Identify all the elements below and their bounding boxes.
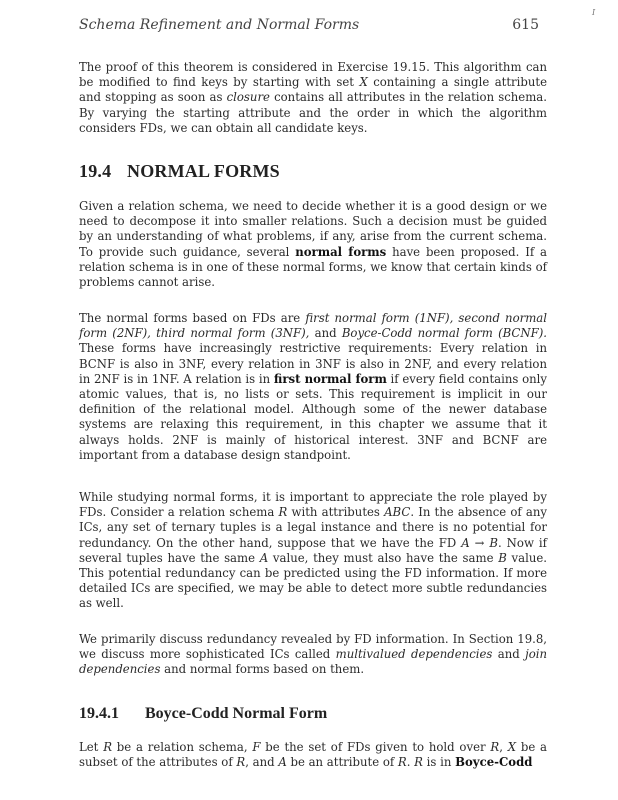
paragraph-proof: The proof of this theorem is considered in Exercise 19.15. This algorithm can be modified to find keys by starting with set X containing a single attribute and stopping as soon as closure contains all attributes in the relation schema. By varying the starting attribute and the order in which the algorithm considers FDs, we can obtain all candidate keys. — [79, 60, 548, 135]
paragraph-intro: Given a relation schema, we need to decide whether it is a good design or we need to decompose it into smaller relations. Such a decision must be guided by an understanding of what problems, if any, arise from the current schema. To provide such guidance, several normal forms have been proposed. If a relation schema is in one of these normal forms, we know that certain kinds of problems cannot arise. — [79, 199, 548, 290]
paragraph-primarily: We primarily discuss redundancy revealed by FD information. In Section 19.8, we discuss more sophisticated ICs called multivalued dependencies and join dependencies and normal forms based on them. — [79, 632, 548, 677]
paragraph-normal-forms: The normal forms based on FDs are first normal form (1NF), second normal form (2NF), third normal form (3NF), and Boyce-Codd normal form (BCNF). These forms have increasingly restrictive requirements: Every relation in BCNF is also in 3NF, every relation in 3NF is also in 2NF, and every relation in 2NF is in 1NF. A relation is in first normal form if every field contains only atomic values, that is, no lists or sets. This requirement is implicit in our definition of the relational model. Although some of the newer database systems are relaxing this requirement, in this chapter we assume that it always holds. 2NF is mainly of historical interest. 3NF and BCNF are important from a database design standpoint. — [79, 311, 548, 462]
section-heading: 19.4 NORMAL FORMS — [79, 161, 280, 181]
paragraph-bcnf: Let R be a relation schema, F be the set of FDs given to hold over R, X be a subset of the attributes of R, and A be an attribute of R. R is in Boyce-Codd — [79, 740, 548, 770]
running-head — [79, 17, 539, 37]
paragraph-redundancy: While studying normal forms, it is important to appreciate the role played by FDs. Consider a relation schema R with attributes ABC. In the absence of any ICs, any set of ternary tuples is a legal instance and there is no potential for redundancy. On the other hand, suppose that we have the FD A → B. Now if several tuples have the same A value, they must also have the same B value. This potential redundancy can be predicted using the FD information. If more detailed ICs are specified, we may be able to detect more subtle redundancies as well. — [79, 490, 548, 611]
running-title: Schema Refinement and Normal Forms — [79, 17, 360, 33]
page-number: 615 — [512, 17, 539, 33]
subsection-heading: 19.4.1 Boyce-Codd Normal Form — [79, 705, 328, 722]
corner-mark: I — [592, 8, 596, 17]
